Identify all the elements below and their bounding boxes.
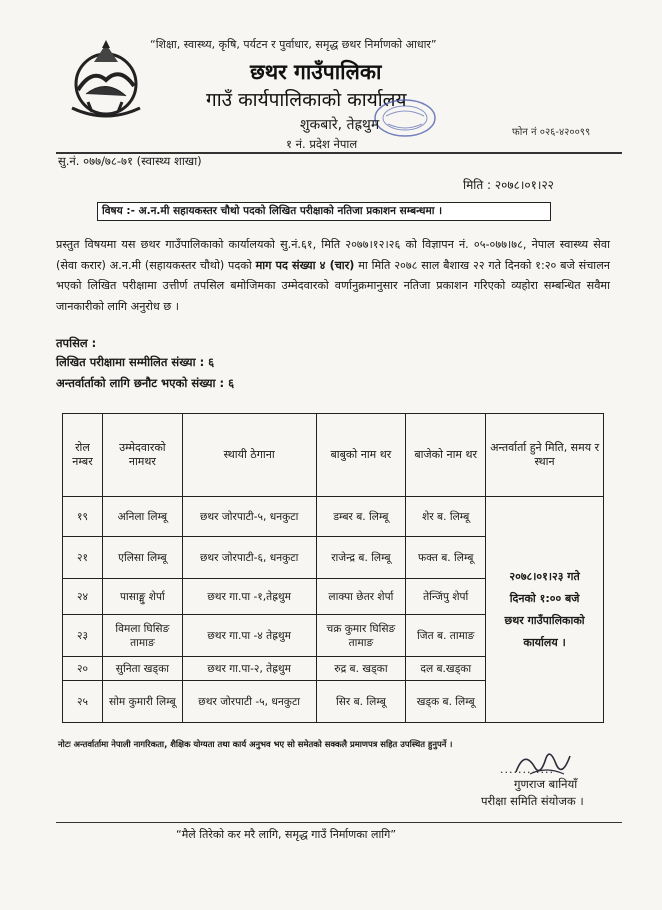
cell-roll: १९ bbox=[63, 497, 103, 537]
cell-name: सोम कुमारी लिम्बू bbox=[102, 681, 182, 723]
body-paragraph bbox=[56, 235, 610, 317]
cell-address: छथर जोरपाटी -५, धनकुटा bbox=[182, 681, 316, 723]
office-name: छथर गाउँपालिका bbox=[250, 60, 382, 84]
signer-title: परीक्षा समिति संयोजक । bbox=[481, 794, 584, 808]
header-schedule: अन्तर्वार्ता हुने मिति, समय र स्थान bbox=[486, 414, 604, 497]
office-stamp-icon bbox=[370, 96, 440, 140]
cell-father: लाक्पा छेतर शेर्पा bbox=[316, 579, 406, 615]
subject-line: विषय :- अ.न.मी सहायकस्तर चौथो पदको लिखित परीक्षाको नतिजा प्रकाशन सम्बन्धमा । bbox=[97, 202, 551, 221]
cell-father: राजेन्द्र ब. लिम्बू bbox=[316, 537, 406, 579]
nepal-emblem-icon bbox=[64, 38, 148, 122]
header-roll: रोल नम्बर bbox=[63, 414, 103, 497]
cell-roll: २० bbox=[63, 657, 103, 681]
cell-roll: २४ bbox=[63, 579, 103, 615]
schedule-place: छथर गाउँपालिकाको bbox=[504, 613, 585, 627]
tapasil-label: तपसिल : bbox=[56, 336, 97, 350]
cell-schedule bbox=[486, 497, 604, 723]
letter-date: मिति : २०७८।०१।२२ bbox=[463, 178, 554, 192]
cell-name: एलिसा लिम्बू bbox=[102, 537, 182, 579]
cell-grandfather: जित ब. तामाङ bbox=[406, 615, 486, 657]
body-text-bold: माग पद संख्या ४ (चार) bbox=[255, 258, 355, 272]
cell-father: रुद्र ब. खड्का bbox=[316, 657, 406, 681]
footer-slogan: “मैले तिरेको कर मरै लागि, समृद्ध गाउँ निर्माणका लागि” bbox=[176, 828, 397, 841]
body-text-part2: मा मिति २०७८ साल बैशाख २२ गते दिनको १:२० बजे संचालन भएको लिखित परीक्षामा उत्तीर्ण तपसिल बमोजिमका उम्मेदवारको वर्णानुक्रमानुसार नतिजा प्रकाशन गरिएको व्यहोरा सम्बन्धित सवैमा जानकारीको लागि अनुरोध छ । bbox=[56, 258, 610, 313]
body-text-part1: प्रस्तुत विषयमा यस छथर गाउँपालिकाको कार्यालयको सु.नं.६१, मिति २०७७।१२।२६ को विज्ञापन नं. ०५-०७७।७८, नेपाल स्वास्थ्य सेवा (सेवा करार) अ.न.मी (सहायकस्तर चौथो) पदको bbox=[56, 238, 610, 272]
cell-grandfather: तेन्जिंपु शेर्पा bbox=[406, 579, 486, 615]
header-grandfather: बाजेको नाम थर bbox=[406, 414, 486, 497]
cell-roll: २१ bbox=[63, 537, 103, 579]
table-row bbox=[63, 497, 604, 537]
written-exam-count: लिखित परीक्षामा सम्मीलित संख्या : ६ bbox=[56, 355, 215, 369]
cell-name: पासाङ्मु शेर्पा bbox=[102, 579, 182, 615]
cell-address: छथर गा.पा -४ तेह्रथुम bbox=[182, 615, 316, 657]
cell-father: चक्र कुमार घिसिङ तामाङ bbox=[316, 615, 406, 657]
cell-grandfather: शेर ब. लिम्बू bbox=[406, 497, 486, 537]
cell-grandfather: दल ब.खड्का bbox=[406, 657, 486, 681]
header-name: उम्मेदवारको नामथर bbox=[102, 414, 182, 497]
table-header-row bbox=[63, 414, 604, 497]
footer-divider bbox=[56, 822, 622, 823]
schedule-place-2: कार्यालय । bbox=[523, 635, 566, 649]
reference-number: सु.नं. ०७७/७८-७१ (स्वास्थ्य शाखा) bbox=[58, 154, 202, 168]
cell-grandfather: खड्क ब. लिम्बू bbox=[406, 681, 486, 723]
cell-name: सुनिता खड्का bbox=[102, 657, 182, 681]
cell-name: विमला घिसिङ तामाङ bbox=[102, 615, 182, 657]
cell-father: सिर ब. लिम्बू bbox=[316, 681, 406, 723]
results-table bbox=[62, 413, 604, 723]
header-father: बाबुको नाम थर bbox=[316, 414, 406, 497]
phone-number: फोन नं ०२६-४२००९९ bbox=[512, 127, 591, 138]
cell-roll: २५ bbox=[63, 681, 103, 723]
header-address: स्थायी ठेगाना bbox=[182, 414, 316, 497]
interview-count: अन्तर्वार्ताको लागि छनौट भएको संख्या : ६ bbox=[56, 376, 235, 390]
note-text: नोटः अन्तर्वार्तामा नेपाली नागरिकता, शैक्षिक योग्यता तथा कार्य अनुभव भए सो समेतको सक्कलै प्रमाणपत्र सहित उपस्थित हुनुपर्ने । bbox=[58, 739, 453, 749]
signature-dots: ............ bbox=[500, 763, 554, 776]
office-subtitle: गाउँ कार्यपालिकाको कार्यालय bbox=[206, 89, 407, 111]
header-motto: “शिक्षा, स्वास्थ्य, कृषि, पर्यटन र पुर्वाधार, समृद्ध छथर निर्माणको आधार” bbox=[150, 38, 437, 51]
cell-roll: २३ bbox=[63, 615, 103, 657]
cell-address: छथर जोरपाटी-५, धनकुटा bbox=[182, 497, 316, 537]
cell-address: छथर गा.पा -१,तेह्रथुम bbox=[182, 579, 316, 615]
cell-address: छथर जोरपाटी-६, धनकुटा bbox=[182, 537, 316, 579]
cell-name: अनिला लिम्बू bbox=[102, 497, 182, 537]
schedule-time: दिनको १:०० बजे bbox=[509, 591, 580, 605]
cell-grandfather: फक्त ब. लिम्बू bbox=[406, 537, 486, 579]
signer-name: गुणराज बानियाँ bbox=[514, 777, 578, 791]
schedule-date: २०७८।०१।२३ गते bbox=[509, 569, 580, 583]
cell-father: डम्बर ब. लिम्बू bbox=[316, 497, 406, 537]
address-line2: १ नं. प्रदेश नेपाल bbox=[286, 137, 358, 151]
address-line1: शुकबारे, तेह्रथुम bbox=[300, 117, 380, 133]
cell-address: छथर गा.पा-२, तेह्रथुम bbox=[182, 657, 316, 681]
